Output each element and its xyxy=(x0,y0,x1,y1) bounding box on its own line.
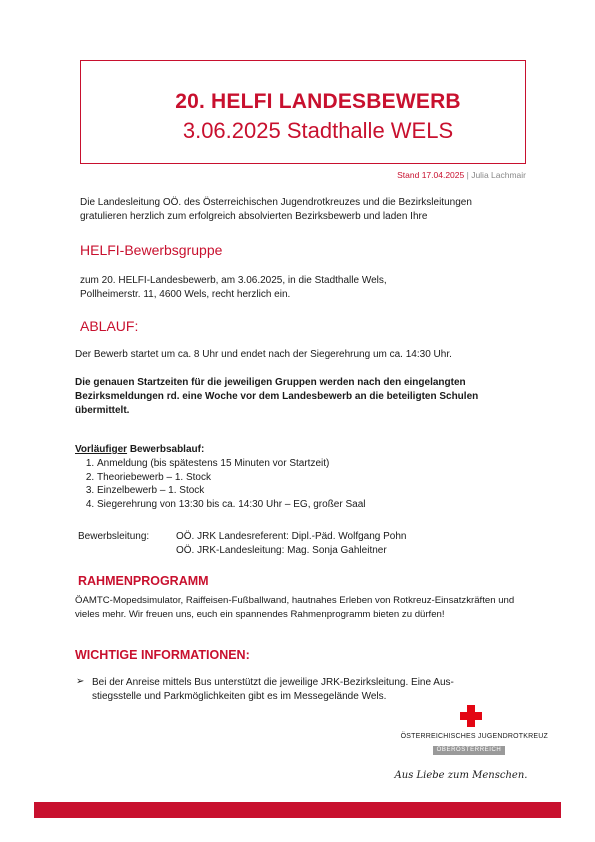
logo-region-badge: OBERÖSTERREICH xyxy=(433,746,505,755)
note-line: übermittelt. xyxy=(75,405,130,416)
schedule-heading-rest: Bewerbsablauf: xyxy=(127,444,205,455)
schedule-step: 3. Einzelbewerb – 1. Stock xyxy=(97,484,545,498)
intro-line: Die Landesleitung OÖ. des Österreichischen Jugendrotkreuzes und die Bezirksleitungen xyxy=(80,197,472,208)
stand-date: Stand 17.04.2025 xyxy=(397,170,465,180)
stand-separator: | xyxy=(464,170,472,180)
schedule-step: 2. Theoriebewerb – 1. Stock xyxy=(97,471,545,485)
ablauf-startzeiten-note xyxy=(75,376,545,418)
info-line: Bei der Anreise mittels Bus unterstützt die jeweilige JRK-Bezirksleitung. Eine Aus- xyxy=(92,677,454,688)
schedule-heading-underlined: Vorläufiger xyxy=(75,444,128,455)
schedule-step: 1. Anmeldung (bis spätestens 15 Minuten vor Startzeit) xyxy=(97,457,545,471)
invite-line: Pollheimerstr. 11, 4600 Wels, recht herzlich ein. xyxy=(80,289,291,300)
leitung-person: OÖ. JRK-Landesleitung: Mag. Sonja Gahleitner xyxy=(176,545,387,556)
rahmen-line: vieles mehr. Wir freuen uns, euch ein spannendes Rahmenprogramm bieten zu dürfen! xyxy=(75,609,445,620)
ablauf-heading: ABLAUF: xyxy=(80,318,139,334)
leitung-person: OÖ. JRK Landesreferent: Dipl.-Päd. Wolfgang Pohn xyxy=(176,531,407,542)
intro-line: gratulieren herzlich zum erfolgreich absolvierten Bezirksbewerb und laden Ihre xyxy=(80,211,428,222)
stand-author: Julia Lachmair xyxy=(471,170,526,180)
group-heading: HELFI-Bewerbsgruppe xyxy=(80,242,223,258)
ablauf-start-text: Der Bewerb startet um ca. 8 Uhr und endet nach der Siegerehrung um ca. 14:30 Uhr. xyxy=(75,349,452,360)
leitung-label: Bewerbsleitung: xyxy=(78,531,150,542)
invite-paragraph xyxy=(80,274,540,302)
rahmen-line: ÖAMTC-Mopedsimulator, Raiffeisen-Fußballwand, hautnahes Erleben von Rotkreuz-Einsatzkräften und xyxy=(75,595,515,606)
logo-slogan: Aus Liebe zum Menschen. xyxy=(394,770,528,781)
rahmen-heading: RAHMENPROGRAMM xyxy=(78,574,209,588)
bullet-arrow-icon: ➢ xyxy=(76,676,85,687)
event-title: 20. HELFI LANDESBEWERB xyxy=(175,90,461,113)
info-heading: WICHTIGE INFORMATIONEN: xyxy=(75,648,250,662)
note-line: Die genauen Startzeiten für die jeweiligen Gruppen werden nach den eingelangten xyxy=(75,377,466,388)
footer-bar xyxy=(34,802,561,818)
info-line: stiegsstelle und Parkmöglichkeiten gibt es im Messegelände Wels. xyxy=(92,691,387,702)
invite-line: zum 20. HELFI-Landesbewerb, am 3.06.2025, in die Stadthalle Wels, xyxy=(80,275,387,286)
info-bullet-text xyxy=(92,676,532,704)
schedule-list xyxy=(75,457,545,511)
leitung-persons xyxy=(176,530,536,558)
rahmen-paragraph xyxy=(75,594,555,622)
event-date-location: 3.06.2025 Stadthalle WELS xyxy=(182,118,454,143)
intro-paragraph xyxy=(80,196,540,224)
schedule-heading xyxy=(75,443,545,457)
schedule-step: 4. Siegerehrung von 13:30 bis ca. 14:30 Uhr – EG, großer Saal xyxy=(97,498,545,512)
document-stand xyxy=(300,170,526,180)
red-cross-icon xyxy=(460,705,482,727)
note-line: Bezirksmeldungen rd. eine Woche vor dem Landesbewerb an die beteiligten Schulen xyxy=(75,391,479,402)
logo-org-name: ÖSTERREICHISCHES JUGENDROTKREUZ xyxy=(400,733,548,740)
